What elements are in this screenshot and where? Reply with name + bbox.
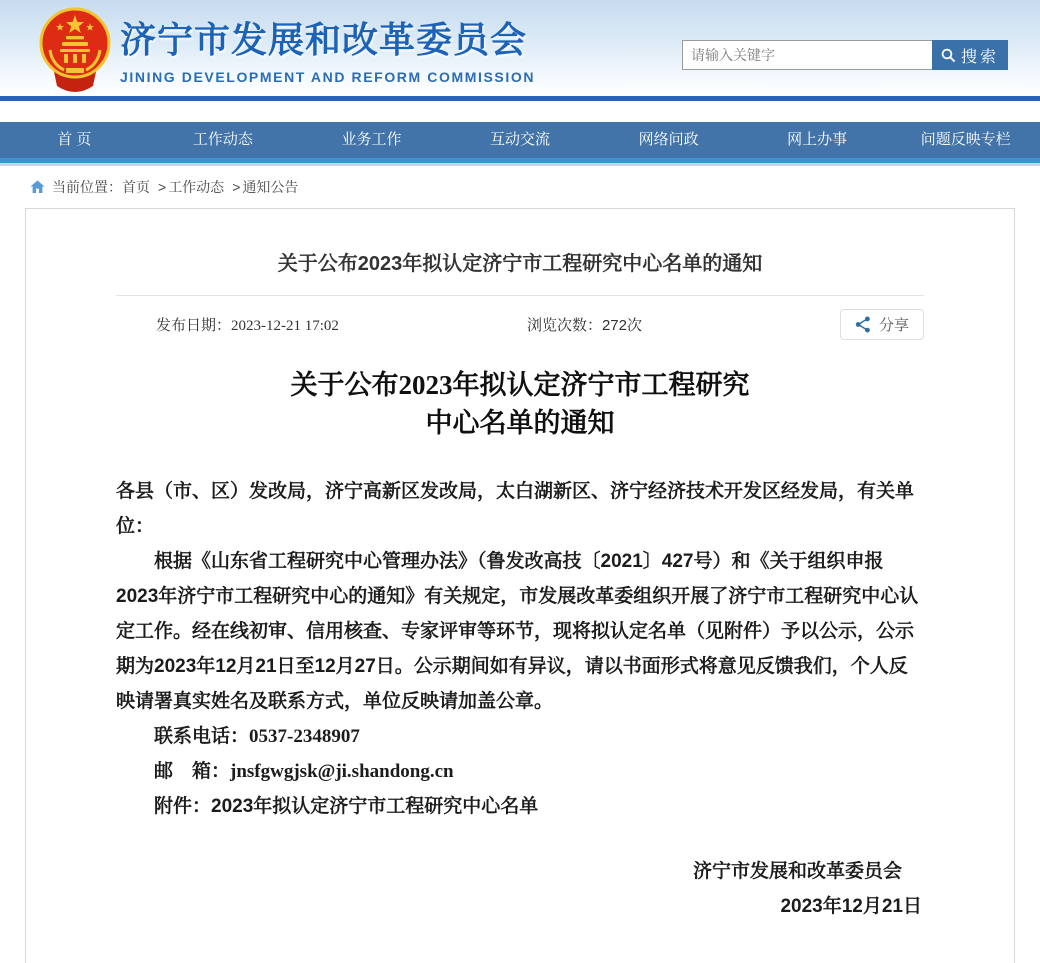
site-title: 济宁市发展和改革委员会 — [120, 19, 528, 60]
nav-item-interaction[interactable]: 互动交流 — [490, 131, 551, 148]
national-emblem-logo — [38, 6, 112, 99]
breadcrumb-prefix: 当前位置： — [52, 179, 122, 195]
share-button[interactable] — [840, 309, 924, 340]
search-input[interactable] — [682, 40, 932, 70]
contact-phone-value: 0537-2348907 — [249, 726, 360, 747]
document-title-line1: 关于公布2023年拟认定济宁市工程研究 — [290, 370, 750, 400]
article-content-box — [25, 208, 1015, 963]
search-box — [682, 40, 1008, 70]
nav-item-online-politics[interactable]: 网络问政 — [638, 131, 699, 148]
contact-phone-line — [116, 719, 924, 754]
publish-date-label: 发布日期： — [156, 317, 232, 334]
search-button-label: 搜索 — [960, 48, 999, 66]
contact-email-label: 邮 箱： — [154, 761, 231, 782]
attachment-link[interactable]: 2023年拟认定济宁市工程研究中心名单 — [211, 796, 539, 817]
salutation-paragraph: 各县（市、区）发改局，济宁高新区发改局，太白湖新区、济宁经济技术开发区经发局，有关单位： — [116, 481, 915, 537]
header-gap — [0, 101, 1040, 122]
attachment-line — [116, 789, 924, 824]
view-count-value: 272次 — [601, 317, 642, 334]
signature-date: 2023年12月21日 — [780, 896, 922, 917]
contact-phone-label: 联系电话： — [154, 726, 250, 747]
document-title-line2: 中心名单的通知 — [425, 408, 615, 438]
article-meta-row — [116, 309, 924, 340]
breadcrumb-link-home[interactable]: 首页 — [122, 179, 150, 195]
title-separator — [116, 295, 924, 296]
search-button[interactable] — [932, 40, 1008, 70]
nav-item-online-services[interactable]: 网上办事 — [787, 131, 848, 148]
attachment-label: 附件： — [154, 796, 212, 817]
publish-date-value: 2023-12-21 17:02 — [231, 318, 339, 334]
breadcrumb-link-work-news[interactable]: 工作动态 — [168, 179, 225, 195]
breadcrumb-separator: > — [158, 179, 167, 195]
breadcrumb — [0, 166, 1040, 208]
view-count — [527, 314, 642, 335]
breadcrumb-separator: > — [232, 179, 241, 195]
share-icon — [855, 316, 871, 333]
publish-date — [156, 314, 339, 335]
nav-item-home[interactable]: 首 页 — [57, 131, 92, 148]
site-subtitle: JINING DEVELOPMENT AND REFORM COMMISSION — [120, 69, 536, 85]
document-body — [116, 474, 924, 924]
breadcrumb-link-notices[interactable]: 通知公告 — [242, 179, 299, 195]
contact-email-line — [116, 754, 924, 789]
view-count-label: 浏览次数： — [526, 317, 602, 334]
main-nav — [0, 122, 1040, 158]
document-title — [116, 366, 924, 442]
nav-item-business[interactable]: 业务工作 — [341, 131, 402, 148]
share-button-label: 分享 — [878, 317, 909, 334]
header-banner — [0, 0, 1040, 96]
signature-org: 济宁市发展和改革委员会 — [692, 861, 902, 882]
page-title: 关于公布2023年拟认定济宁市工程研究中心名单的通知 — [277, 253, 763, 275]
body-paragraph: 根据《山东省工程研究中心管理办法》（鲁发改高技〔2021〕427号）和《关于组织申报2023年济宁市工程研究中心的通知》有关规定，市发展改革委组织开展了济宁市工程研究中心认定工作。经在线初审、信用核查、专家评审等环节，现将拟认定名单（见附件）予以公示，公示期为2023年12月21日至12月27日。公示期间如有异议，请以书面形式将意见反馈我们，个人反映请署真实姓名及联系方式，单位反映请加盖公章。 — [116, 551, 919, 712]
nav-item-feedback-column[interactable]: 问题反映专栏 — [920, 131, 1011, 148]
search-icon — [941, 48, 956, 63]
home-icon — [30, 180, 45, 194]
signature-block — [116, 854, 924, 924]
contact-email-value: jnsfgwgjsk@ji.shandong.cn — [230, 761, 454, 782]
nav-item-work-news[interactable]: 工作动态 — [192, 131, 253, 148]
site-identity — [120, 12, 535, 85]
